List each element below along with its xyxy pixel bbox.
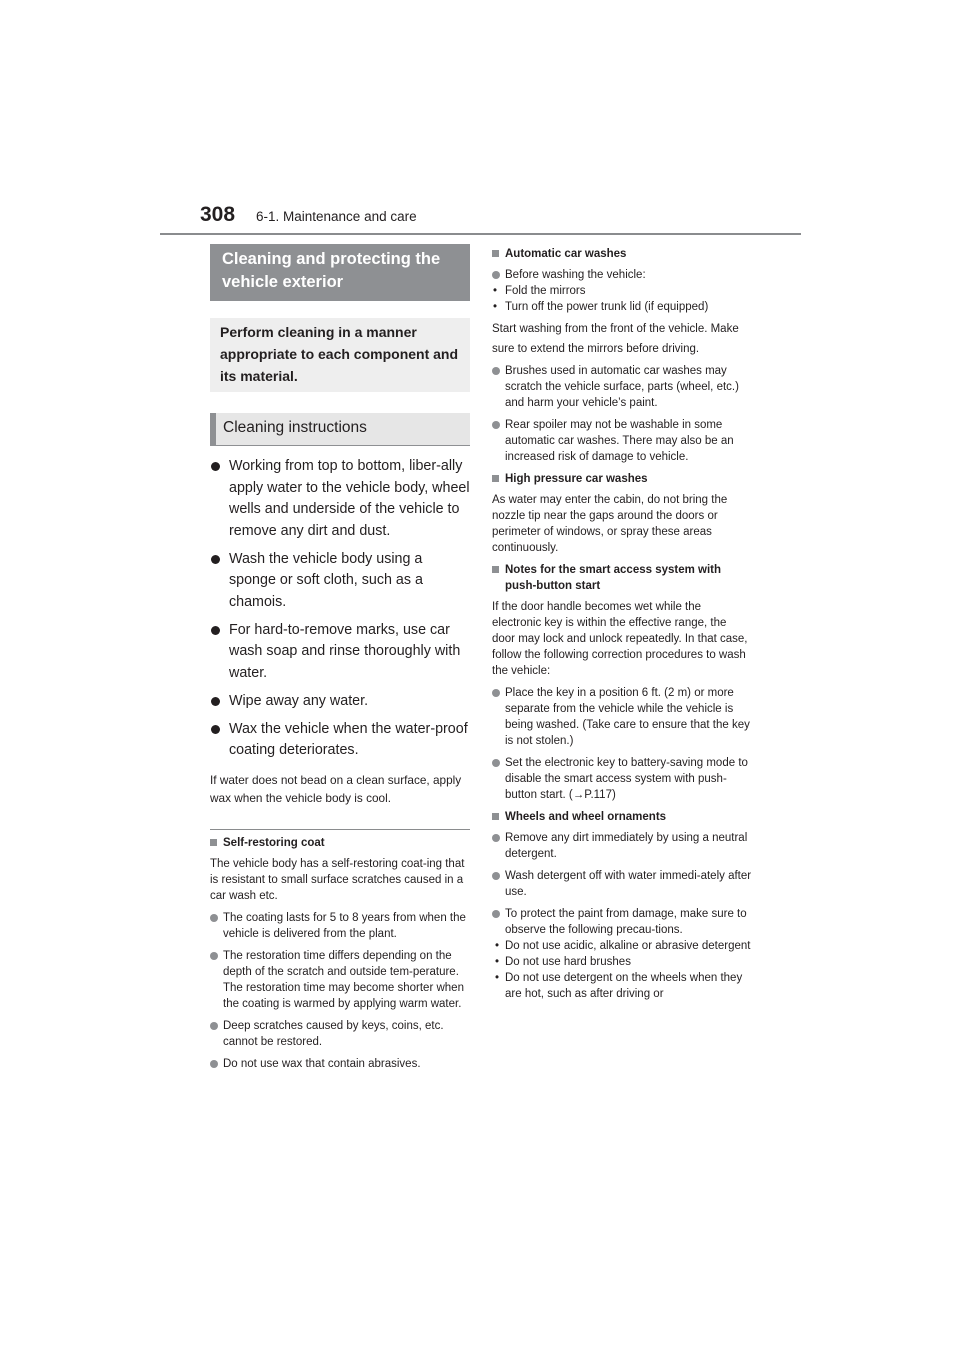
- sub-list-item: • Turn off the power trunk lid (if equipped): [493, 301, 709, 313]
- bullet-icon: [210, 1022, 218, 1030]
- instruction-list: [210, 456, 470, 762]
- list-item: Rear spoiler may not be washable in some automatic car washes. There may also be an increased risk of damage to vehicle.: [492, 417, 752, 465]
- square-bullet-icon: [492, 475, 499, 482]
- bullet-icon: [492, 367, 500, 375]
- self-restoring-text: The vehicle body has a self-restoring coat-ing that is resistant to small surface scratches caused in a car wash etc.: [210, 857, 465, 902]
- page-number: 308: [200, 203, 236, 226]
- list-item: Set the electronic key to battery-saving mode to disable the smart access system with push-button start. (→P.117): [492, 755, 752, 803]
- intro-text: Perform cleaning in a manner appropriate to each component and its material.: [210, 318, 470, 392]
- list-item: To protect the paint from damage, make sure to observe the following precau-tions.: [492, 906, 752, 938]
- bullet-icon: [211, 697, 220, 706]
- list-item: Remove any dirt immediately by using a neutral detergent.: [492, 830, 752, 862]
- bullet-icon: [210, 1060, 218, 1068]
- dot-marker-icon: •: [495, 972, 500, 984]
- list-item: For hard-to-remove marks, use car wash soap and rinse thoroughly with water.: [210, 620, 470, 685]
- list-item: Before washing the vehicle: • Fold the mirrors • Turn off the power trunk lid (if equipped): [492, 267, 752, 315]
- bullet-icon: [492, 759, 500, 767]
- list-item: Brushes used in automatic car washes may scratch the vehicle surface, parts (wheel, etc.) and harm your vehicle’s paint.: [492, 363, 752, 411]
- bullet-icon: [492, 271, 500, 279]
- subheading-cleaning-instructions: Cleaning instructions: [210, 413, 470, 446]
- bullet-icon: [211, 555, 220, 564]
- list-item: Place the key in a position 6 ft. (2 m) or more separate from the vehicle while the vehicle is being washed. (Take care to ensure that the key is not stolen.): [492, 685, 752, 749]
- square-bullet-icon: [210, 839, 217, 846]
- section-title: 6-1. Maintenance and care: [256, 209, 417, 224]
- list-item: Wash detergent off with water immedi-ately after use.: [492, 868, 752, 900]
- wax-note: If water does not bead on a clean surface, apply wax when the vehicle body is cool.: [210, 772, 462, 805]
- divider: [210, 829, 470, 830]
- dot-marker-icon: •: [493, 301, 498, 313]
- smart-access-text: If the door handle becomes wet while the electronic key is within the effective range, the door may lock and unlock repeatedly. In that case, follow the following correction procedures to wash the vehicle:: [492, 601, 748, 677]
- sub-list-item: • Do not use detergent on the wheels when they are hot, such as after driving or: [495, 972, 743, 1000]
- bullet-icon: [492, 910, 500, 918]
- bullet-icon: [210, 914, 218, 922]
- bullet-icon: [492, 872, 500, 880]
- page-heading: Cleaning and protecting the vehicle exterior: [210, 244, 470, 301]
- bullet-icon: [492, 421, 500, 429]
- bullet-icon: [210, 952, 218, 960]
- list-item: Wipe away any water.: [210, 691, 470, 713]
- heading-high-pressure: High pressure car washes: [492, 471, 752, 487]
- bullet-icon: [492, 834, 500, 842]
- sub-list-item: • Do not use acidic, alkaline or abrasive detergent: [495, 940, 751, 952]
- heading-smart-access: Notes for the smart access system with push-button start: [492, 562, 752, 594]
- wash-start-text: Start washing from the front of the vehicle. Make sure to extend the mirrors before driving.: [492, 323, 739, 355]
- dot-marker-icon: •: [495, 956, 500, 968]
- list-item: The restoration time differs depending on the depth of the scratch and outside tem-perature. The restoration time may become shorter when the coating is warmed by applying warm water.: [210, 948, 470, 1012]
- header-rule: [160, 233, 801, 235]
- dot-marker-icon: •: [493, 285, 498, 297]
- list-item: The coating lasts for 5 to 8 years from when the vehicle is delivered from the plant.: [210, 910, 470, 942]
- bullet-icon: [492, 689, 500, 697]
- right-column: [492, 244, 752, 1002]
- dot-marker-icon: •: [495, 940, 500, 952]
- heading-automatic-car-washes: Automatic car washes: [492, 246, 752, 262]
- square-bullet-icon: [492, 250, 499, 257]
- square-bullet-icon: [492, 566, 499, 573]
- list-item: Working from top to bottom, liber-ally apply water to the vehicle body, wheel wells and underside of the vehicle to remove any dirt and dust.: [210, 456, 470, 542]
- bullet-icon: [211, 725, 220, 734]
- left-column: [210, 244, 470, 1078]
- heading-wheels: Wheels and wheel ornaments: [492, 809, 752, 825]
- sub-list-item: • Do not use hard brushes: [495, 956, 631, 968]
- list-item: Wax the vehicle when the water-proof coating deteriorates.: [210, 719, 470, 762]
- list-item: Wash the vehicle body using a sponge or soft cloth, such as a chamois.: [210, 549, 470, 614]
- list-item: Deep scratches caused by keys, coins, etc. cannot be restored.: [210, 1018, 470, 1050]
- list-item: Do not use wax that contain abrasives.: [210, 1056, 470, 1072]
- heading-self-restoring-coat: Self-restoring coat: [210, 835, 470, 851]
- square-bullet-icon: [492, 813, 499, 820]
- sub-list-item: • Fold the mirrors: [493, 285, 586, 297]
- high-pressure-text: As water may enter the cabin, do not bring the nozzle tip near the gaps around the doors or perimeter of windows, or spray these areas continuously.: [492, 494, 728, 554]
- bullet-icon: [211, 462, 220, 471]
- bullet-icon: [211, 626, 220, 635]
